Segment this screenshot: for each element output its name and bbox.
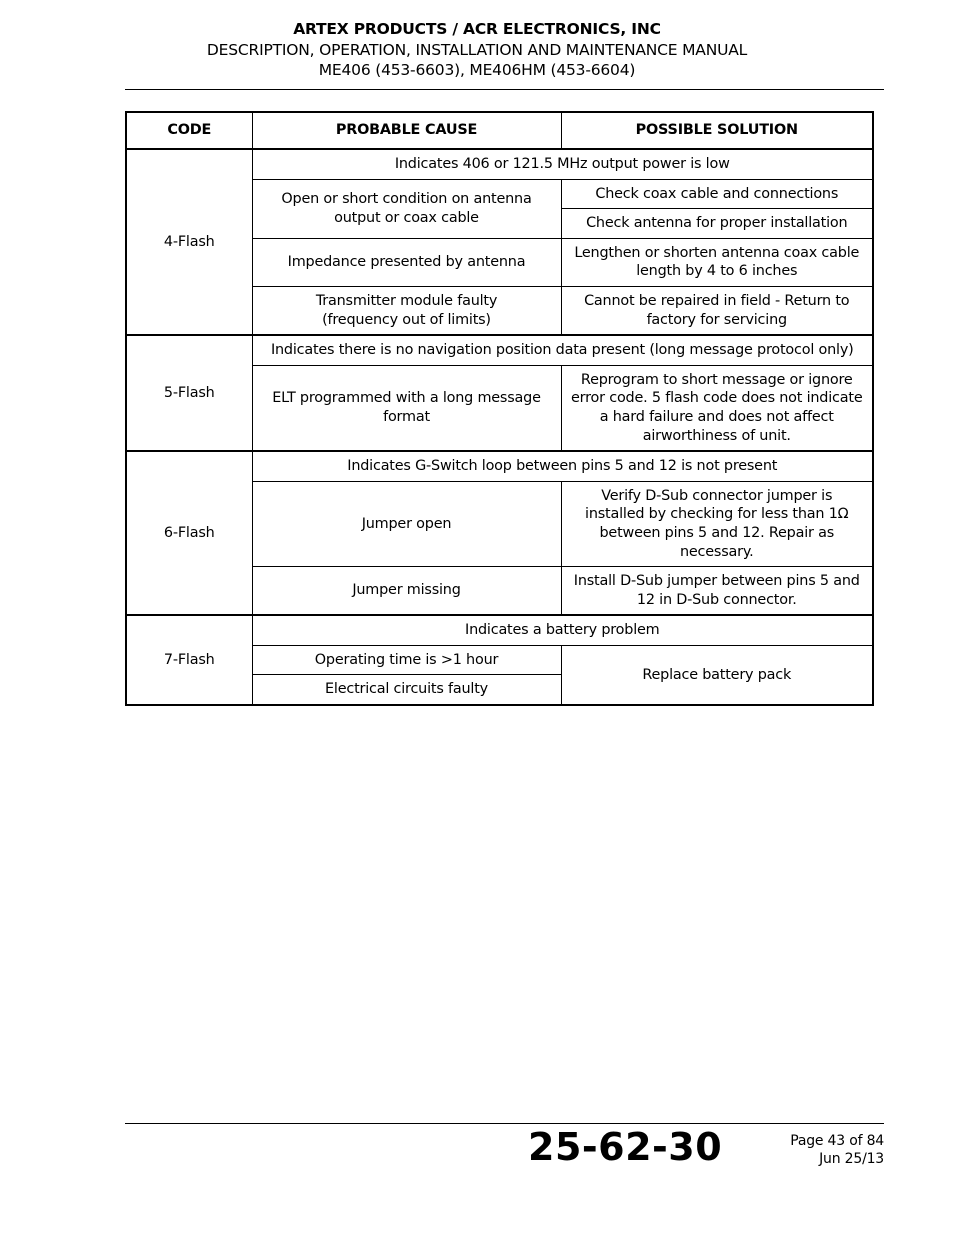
- model-numbers: ME406 (453-6603), ME406HM (453-6604): [318, 61, 636, 79]
- code-5-flash: 5-Flash: [126, 335, 252, 451]
- column-header-code: CODE: [126, 112, 252, 149]
- header-divider: [125, 89, 884, 90]
- table-row: [126, 451, 873, 481]
- code-summary: Indicates there is no navigation position data present (long message protocol only): [252, 335, 873, 365]
- table-row: [126, 149, 873, 179]
- document-number: 25-62-30: [528, 1125, 723, 1169]
- code-4-flash: 4-Flash: [126, 149, 252, 335]
- troubleshooting-table: [125, 111, 874, 706]
- revision-date: Jun 25/13: [819, 1151, 884, 1167]
- table-row: [126, 335, 873, 365]
- code-summary: Indicates G-Switch loop between pins 5 and 12 is not present: [252, 451, 873, 481]
- footer-divider: [125, 1123, 884, 1124]
- cause-cell: Operating time is >1 hour: [252, 645, 561, 675]
- code-summary: Indicates a battery problem: [252, 615, 873, 645]
- solution-cell: Check coax cable and connections: [561, 179, 873, 209]
- cause-cell: ELT programmed with a long message format: [252, 365, 561, 451]
- solution-cell: Verify D-Sub connector jumper is installed by checking for less than 1Ω between pins 5 and 12. Repair as necessary.: [561, 481, 873, 566]
- solution-cell: Install D-Sub jumper between pins 5 and 12 in D-Sub connector.: [561, 567, 873, 616]
- manual-title: DESCRIPTION, OPERATION, INSTALLATION AND MAINTENANCE MANUAL: [206, 40, 748, 59]
- cause-cell: Impedance presented by antenna: [252, 238, 561, 286]
- solution-cell: Cannot be repaired in field - Return to factory for servicing: [561, 286, 873, 335]
- cause-cell: Jumper open: [252, 481, 561, 566]
- cause-line: Transmitter module faulty: [315, 292, 498, 309]
- column-header-cause: PROBABLE CAUSE: [252, 112, 561, 149]
- table-header-row: [126, 112, 873, 149]
- code-7-flash: 7-Flash: [126, 615, 252, 705]
- solution-cell: Replace battery pack: [561, 645, 873, 705]
- column-header-solution: POSSIBLE SOLUTION: [561, 112, 873, 149]
- company-name: ARTEX PRODUCTS / ACR ELECTRONICS, INC: [293, 20, 661, 38]
- table-row: [126, 615, 873, 645]
- page-header: [0, 19, 954, 81]
- solution-cell: Check antenna for proper installation: [561, 209, 873, 239]
- cause-cell: Electrical circuits faulty: [252, 675, 561, 705]
- cause-line: (frequency out of limits): [322, 311, 491, 328]
- page-info: [790, 1132, 884, 1168]
- code-6-flash: 6-Flash: [126, 451, 252, 615]
- cause-cell: Open or short condition on antenna output or coax cable: [252, 179, 561, 238]
- solution-cell: Reprogram to short message or ignore error code. 5 flash code does not indicate a hard failure and does not affect airworthiness of unit.: [561, 365, 873, 451]
- code-summary: Indicates 406 or 121.5 MHz output power is low: [252, 149, 873, 179]
- cause-cell: [252, 286, 561, 335]
- page-number: Page 43 of 84: [790, 1133, 884, 1149]
- cause-cell: Jumper missing: [252, 567, 561, 616]
- solution-cell: Lengthen or shorten antenna coax cable length by 4 to 6 inches: [561, 238, 873, 286]
